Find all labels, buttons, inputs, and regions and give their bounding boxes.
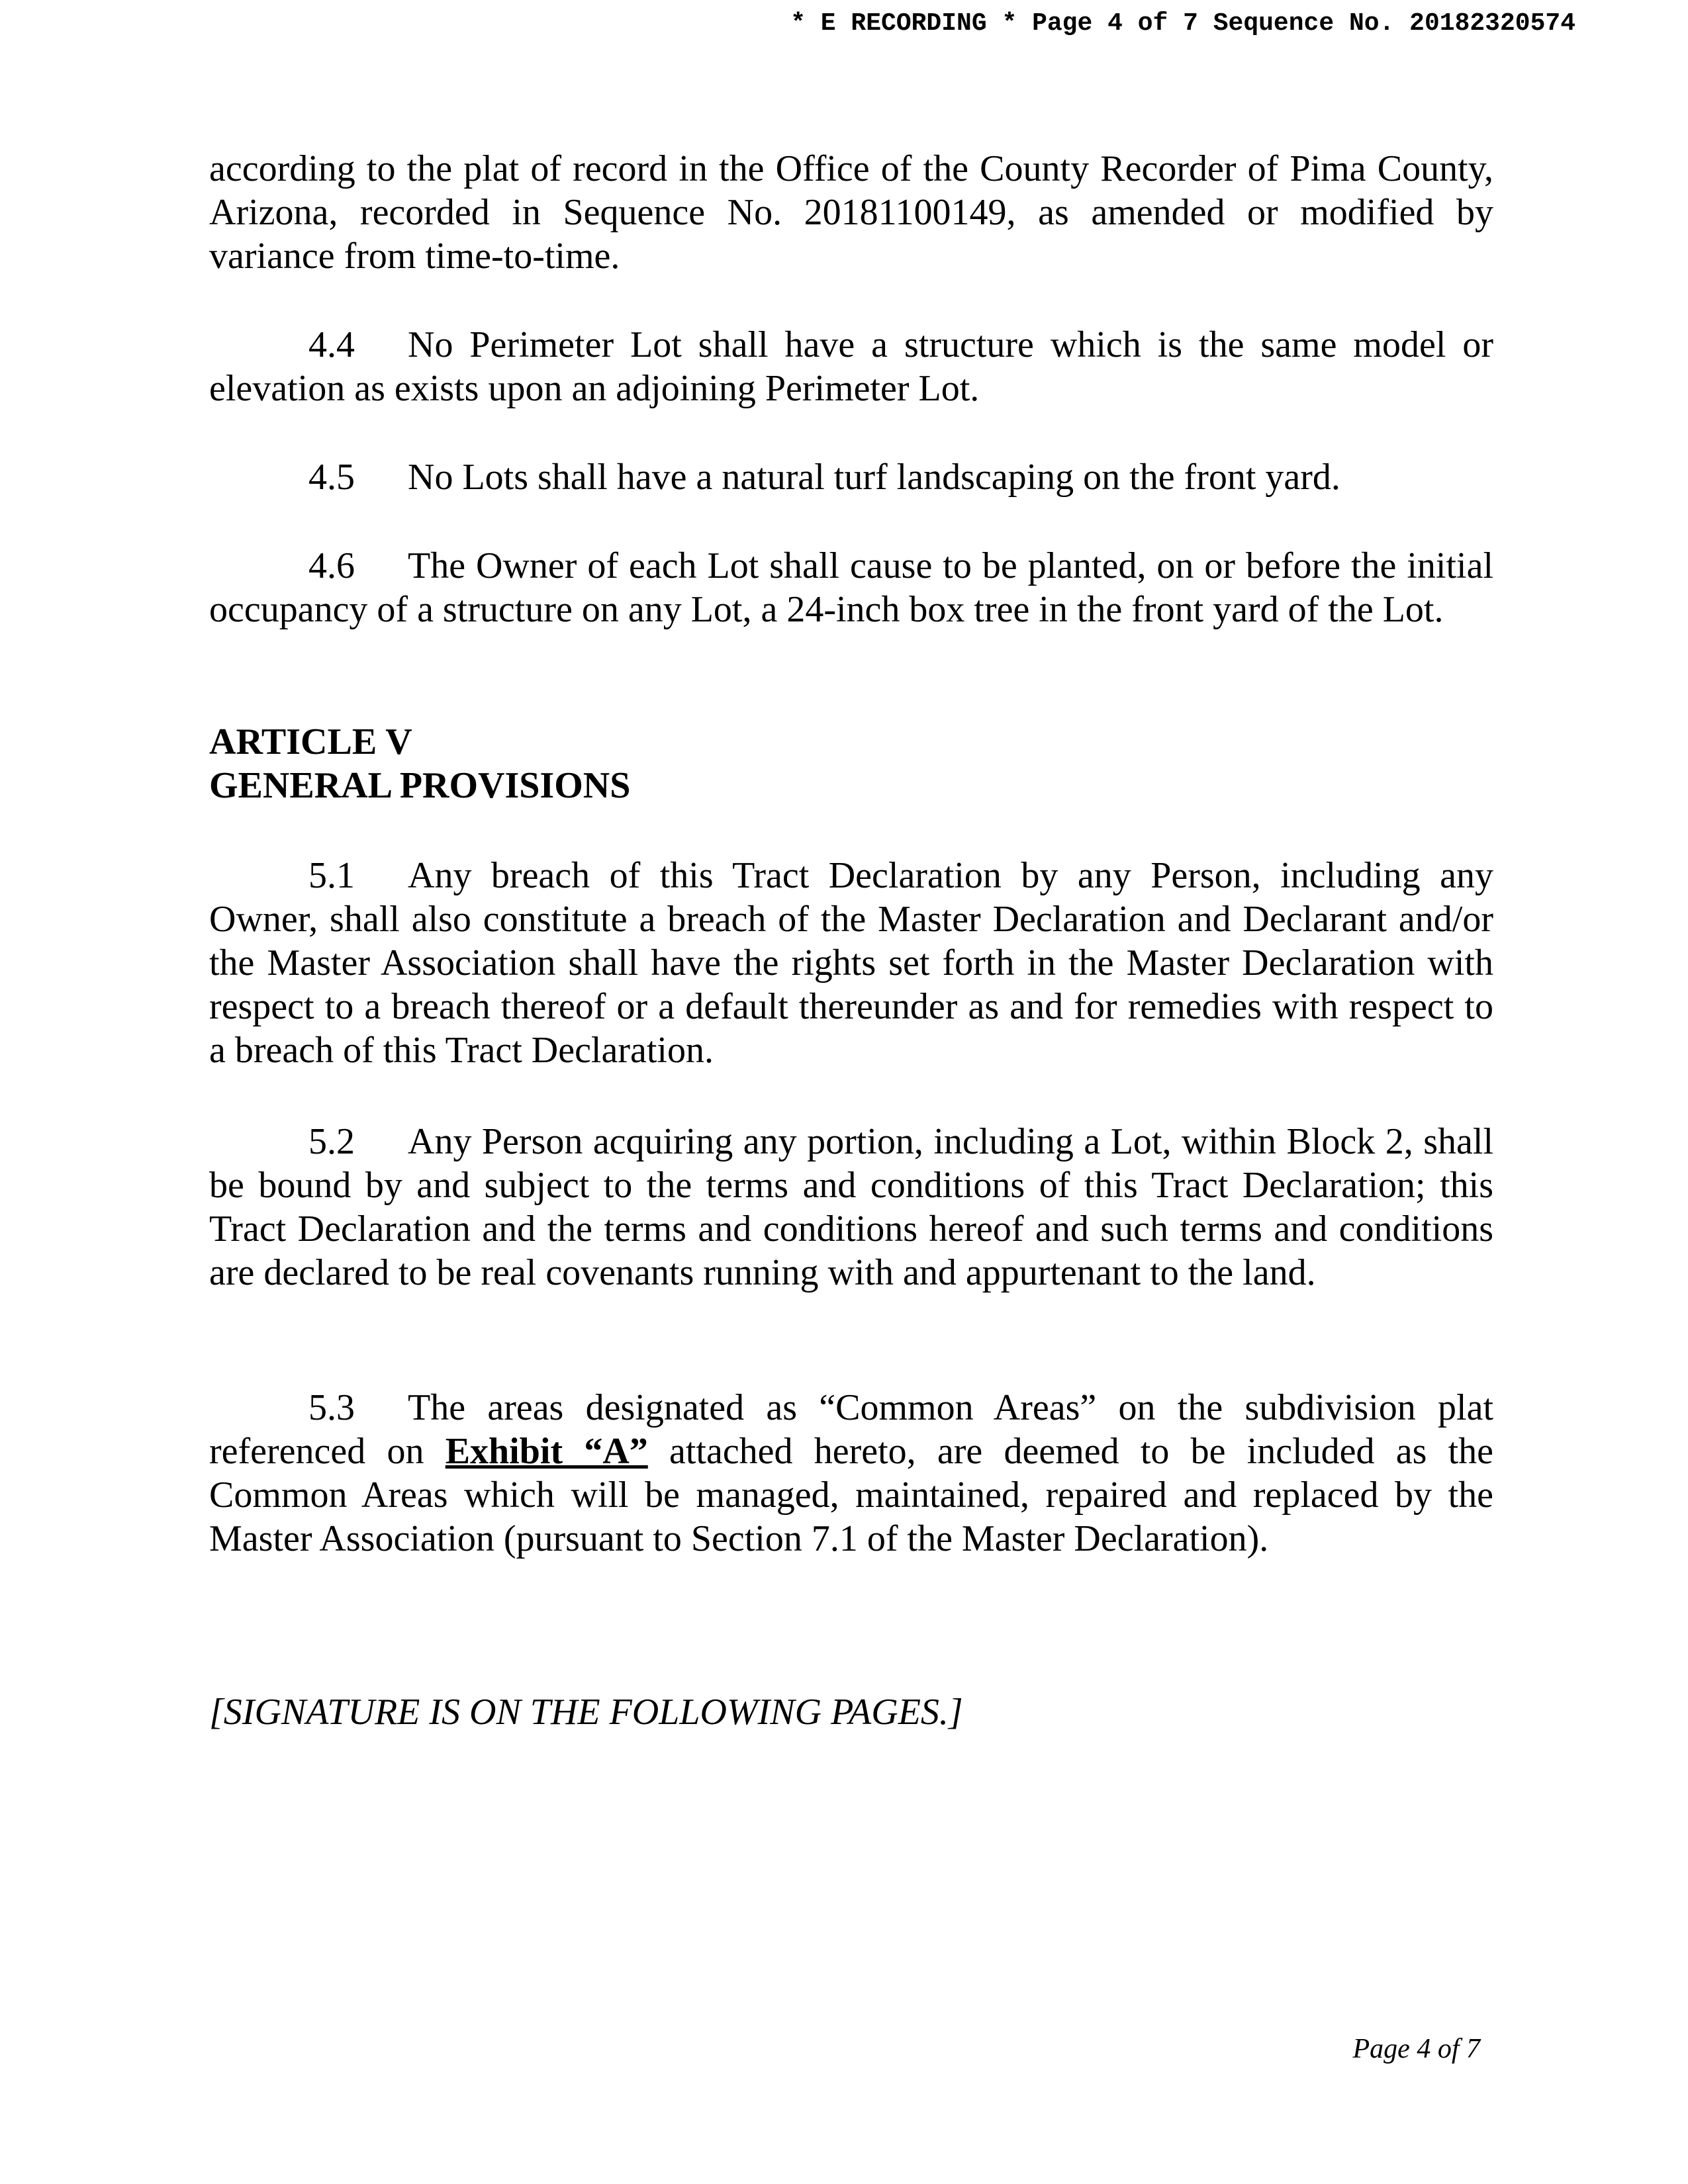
- section-text: Any breach of this Tract Declaration by any Person, including any Owner, shall also constitute a breach of the Master Declaration and Declarant and/or the Master Association shall have the rights set forth in the Master Declaration with respect to a breach thereof or a default thereunder as and for remedies with respect to a breach of this Tract Declaration.: [209, 855, 1493, 1071]
- section-text: No Perimeter Lot shall have a structure which is the same model or elevation as exists upon an adjoining Perimeter Lot.: [209, 324, 1493, 409]
- section-text: Any Person acquiring any portion, including a Lot, within Block 2, shall be bound by and subject to the terms and conditions of this Tract Declaration; this Tract Declaration and the terms and conditions hereof and such terms and conditions are declared to be real covenants running with and appurtenant to the land.: [209, 1121, 1493, 1293]
- exhibit-a-reference: Exhibit “A”: [445, 1431, 648, 1472]
- section-number: 4.4: [308, 324, 355, 365]
- article-number: ARTICLE V: [209, 721, 412, 762]
- section-4-5: [209, 455, 1493, 499]
- intro-paragraph: according to the plat of record in the Office of the County Recorder of Pima County, Arizona, recorded in Sequence No. 20181100149, as amended or modified by variance from time-to-time.: [209, 148, 1493, 277]
- section-number: 4.5: [308, 457, 355, 498]
- section-text: No Lots shall have a natural turf landscaping on the front yard.: [408, 457, 1340, 498]
- recording-stamp: * E RECORDING * Page 4 of 7 Sequence No. 20182320574: [790, 9, 1575, 38]
- page-footer: Page 4 of 7: [1352, 2034, 1480, 2064]
- article-title: GENERAL PROVISIONS: [209, 765, 631, 806]
- section-text: The Owner of each Lot shall cause to be planted, on or before the initial occupancy of a structure on any Lot, a 24-inch box tree in the front yard of the Lot.: [209, 545, 1493, 630]
- signature-note: [SIGNATURE IS ON THE FOLLOWING PAGES.]: [209, 1692, 963, 1733]
- section-5-1: [209, 854, 1493, 1072]
- section-number: 5.3: [308, 1387, 355, 1428]
- section-text-b: attached hereto, are deemed to be included as the Common Areas which will be managed, maintained, repaired and replaced by the Master Association (pursuant to Section 7.1 of the Master Declaration).: [209, 1431, 1494, 1559]
- section-text-a: The areas designated as “Common Areas” on the subdivision plat referenced on: [209, 1387, 1493, 1472]
- section-number: 5.1: [308, 855, 355, 896]
- section-5-2: [209, 1120, 1493, 1295]
- article-heading: [209, 720, 1493, 807]
- section-4-4: [209, 323, 1493, 410]
- section-4-6: [209, 544, 1493, 631]
- section-number: 4.6: [308, 545, 355, 586]
- section-number: 5.2: [308, 1121, 355, 1162]
- section-5-3: [209, 1386, 1493, 1561]
